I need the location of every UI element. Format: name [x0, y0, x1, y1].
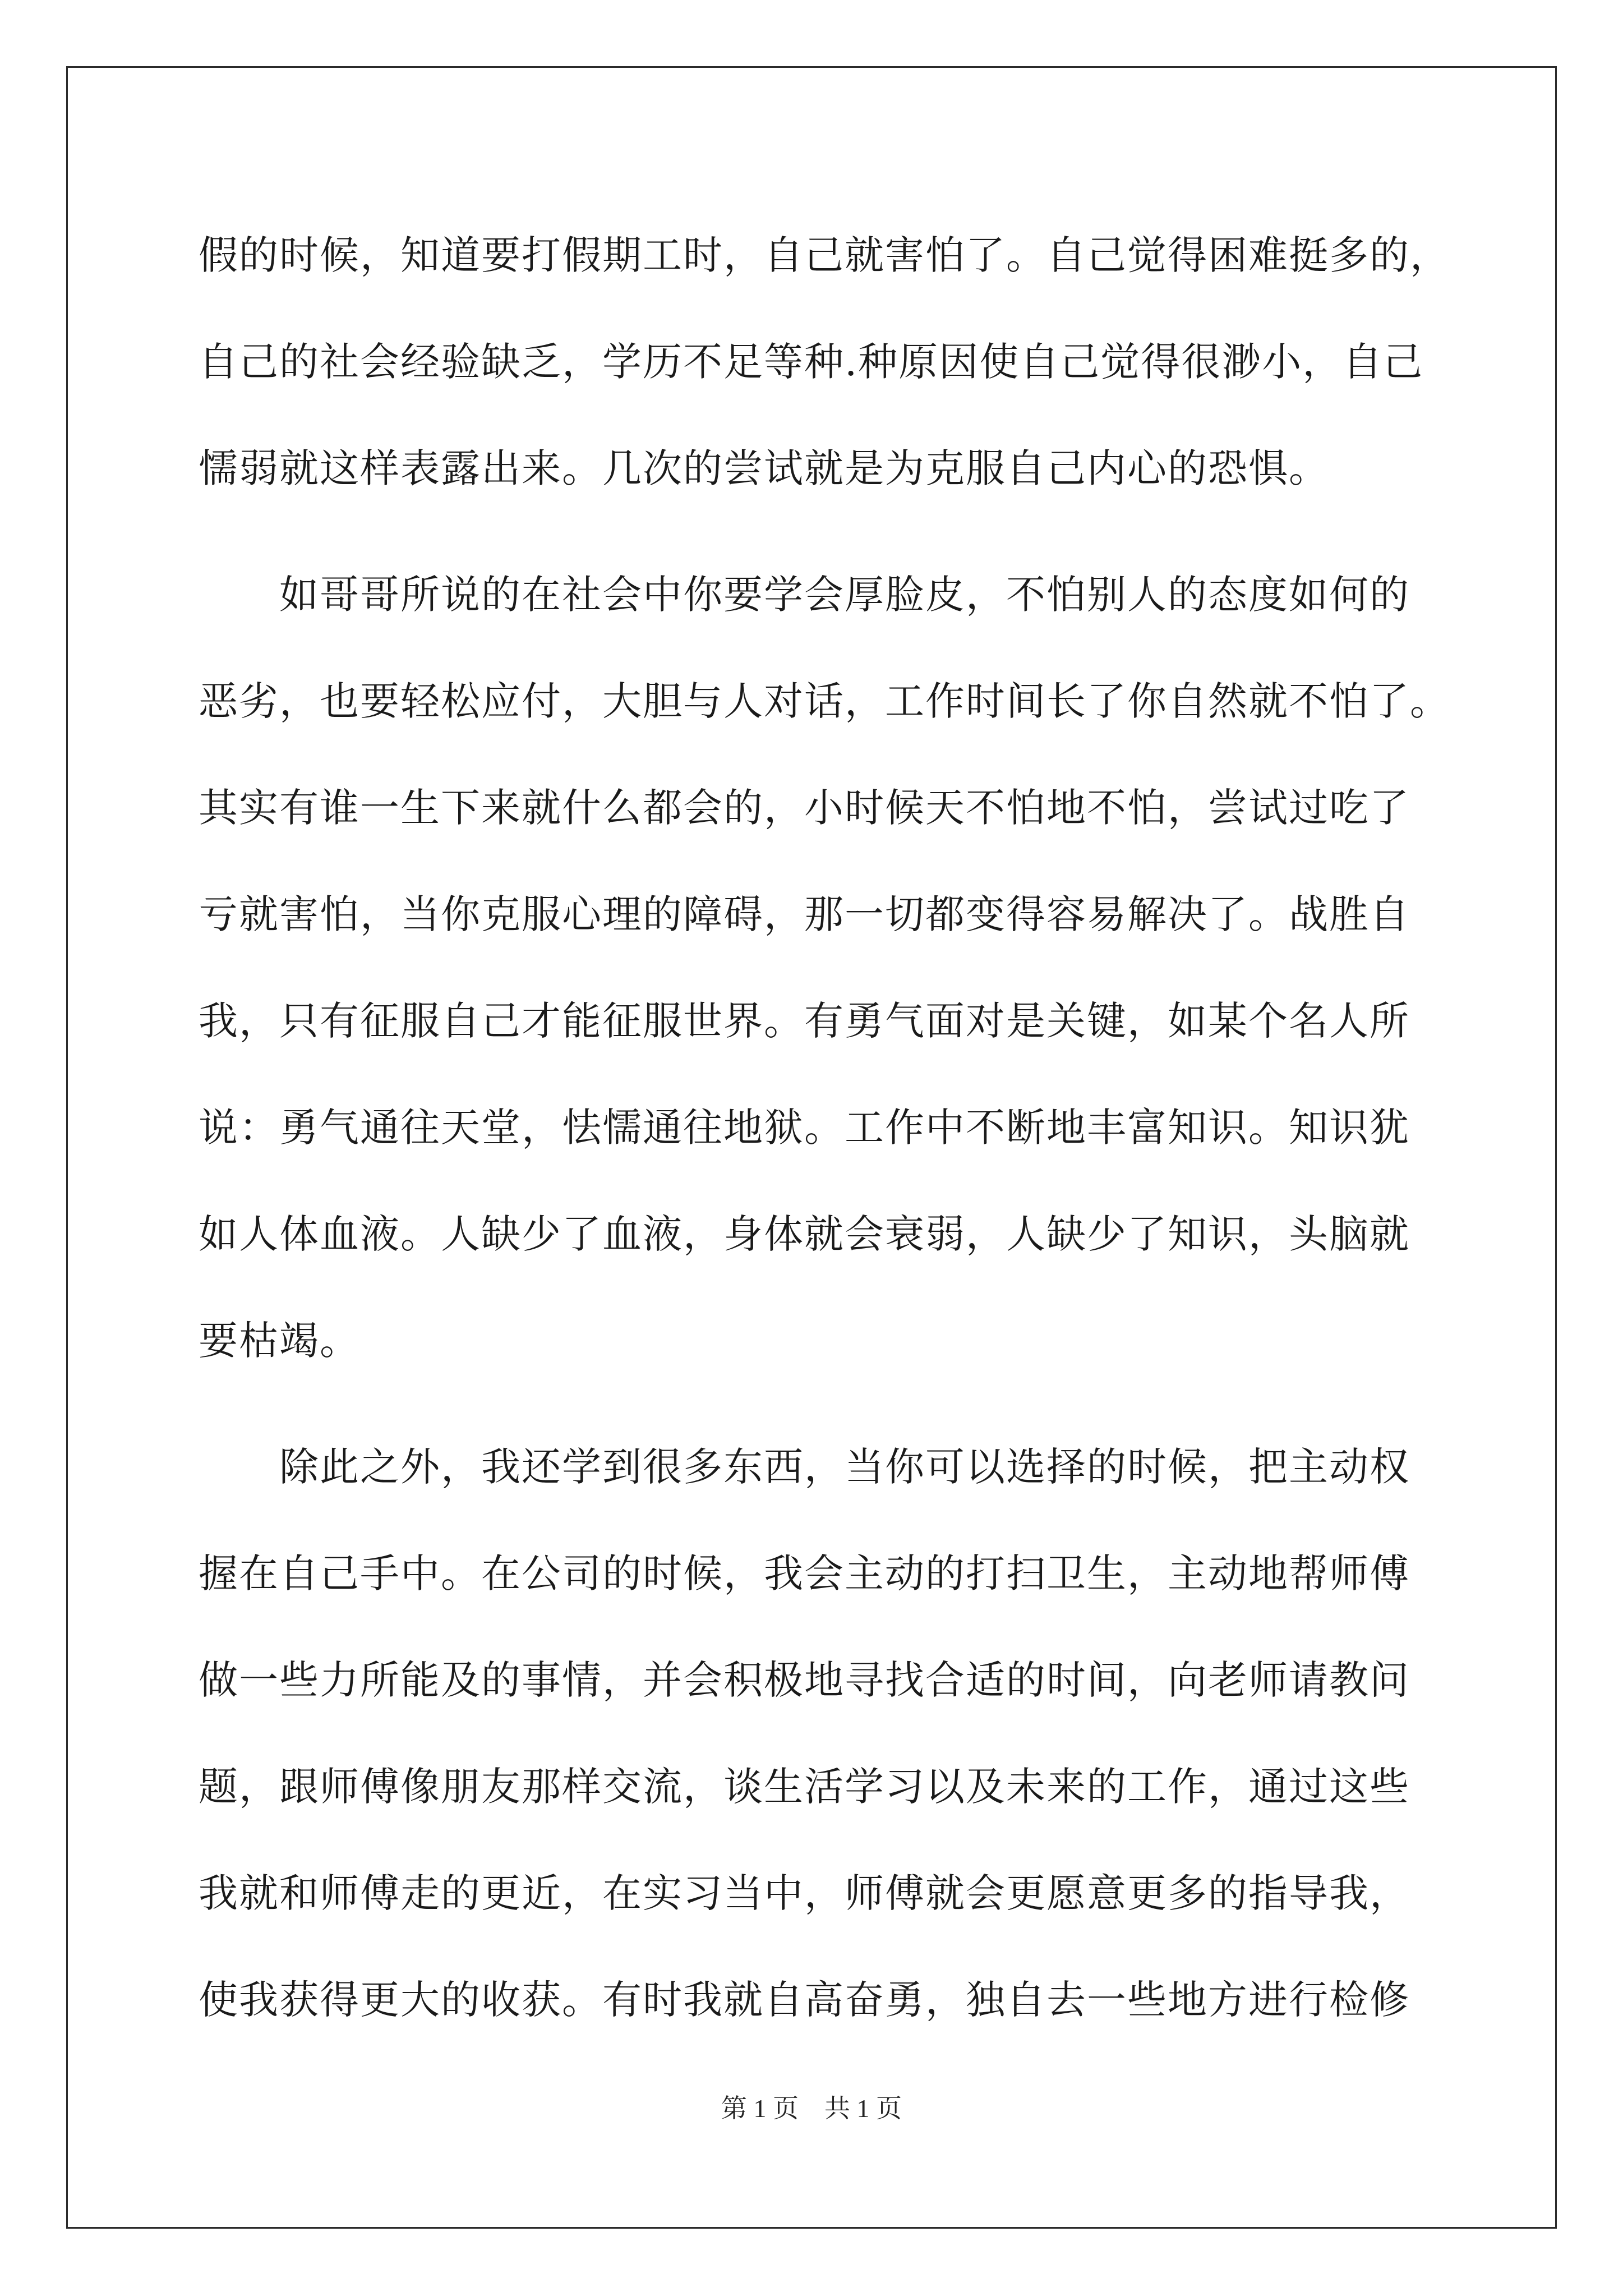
- text-line: 假的时候，知道要打假期工时，自己就害怕了。自己觉得困难挺多的，: [199, 232, 1450, 278]
- text-line: 亏就害怕，当你克服心理的障碍，那一切都变得容易解决了。战胜自: [199, 891, 1410, 937]
- text-line: 使我获得更大的收获。有时我就自高奋勇，独自去一些地方进行检修: [199, 1977, 1410, 2023]
- text-line: 如人体血液。人缺少了血液，身体就会衰弱，人缺少了知识，头脑就: [199, 1211, 1410, 1257]
- page-number: 第 1 页 共 1 页: [721, 2094, 902, 2123]
- text-line: 懦弱就这样表露出来。几次的尝试就是为克服自己内心的恐惧。: [199, 445, 1329, 491]
- text-line: 做一些力所能及的事情，并会积极地寻找合适的时间，向老师请教问: [199, 1657, 1410, 1703]
- text-line: 其实有谁一生下来就什么都会的，小时候天不怕地不怕，尝试过吃了: [199, 785, 1410, 831]
- text-line: 我就和师傅走的更近，在实习当中，师傅就会更愿意更多的指导我，: [199, 1870, 1410, 1916]
- document-body: [199, 202, 1450, 2053]
- text-line: 握在自己手中。在公司的时候，我会主动的打扫卫生，主动地帮师傅: [199, 1550, 1410, 1596]
- text-line: 说：勇气通往天堂，怯懦通往地狱。工作中不断地丰富知识。知识犹: [199, 1105, 1410, 1151]
- text-line: 自己的社会经验缺乏，学历不足等种.种原因使自己觉得很渺小，自己: [199, 339, 1424, 385]
- text-line: 要枯竭。: [199, 1318, 360, 1364]
- text-line: 如哥哥所说的在社会中你要学会厚脸皮，不怕别人的态度如何的: [199, 572, 1410, 618]
- text-line: 除此之外，我还学到很多东西，当你可以选择的时候，把主动权: [199, 1444, 1410, 1490]
- text-line: 我，只有征服自己才能征服世界。有勇气面对是关键，如某个名人所: [199, 998, 1410, 1044]
- text-line: 恶劣，也要轻松应付，大胆与人对话，工作时间长了你自然就不怕了。: [199, 678, 1450, 724]
- text-line: 题，跟师傅像朋友那样交流，谈生活学习以及未来的工作，通过这些: [199, 1764, 1410, 1810]
